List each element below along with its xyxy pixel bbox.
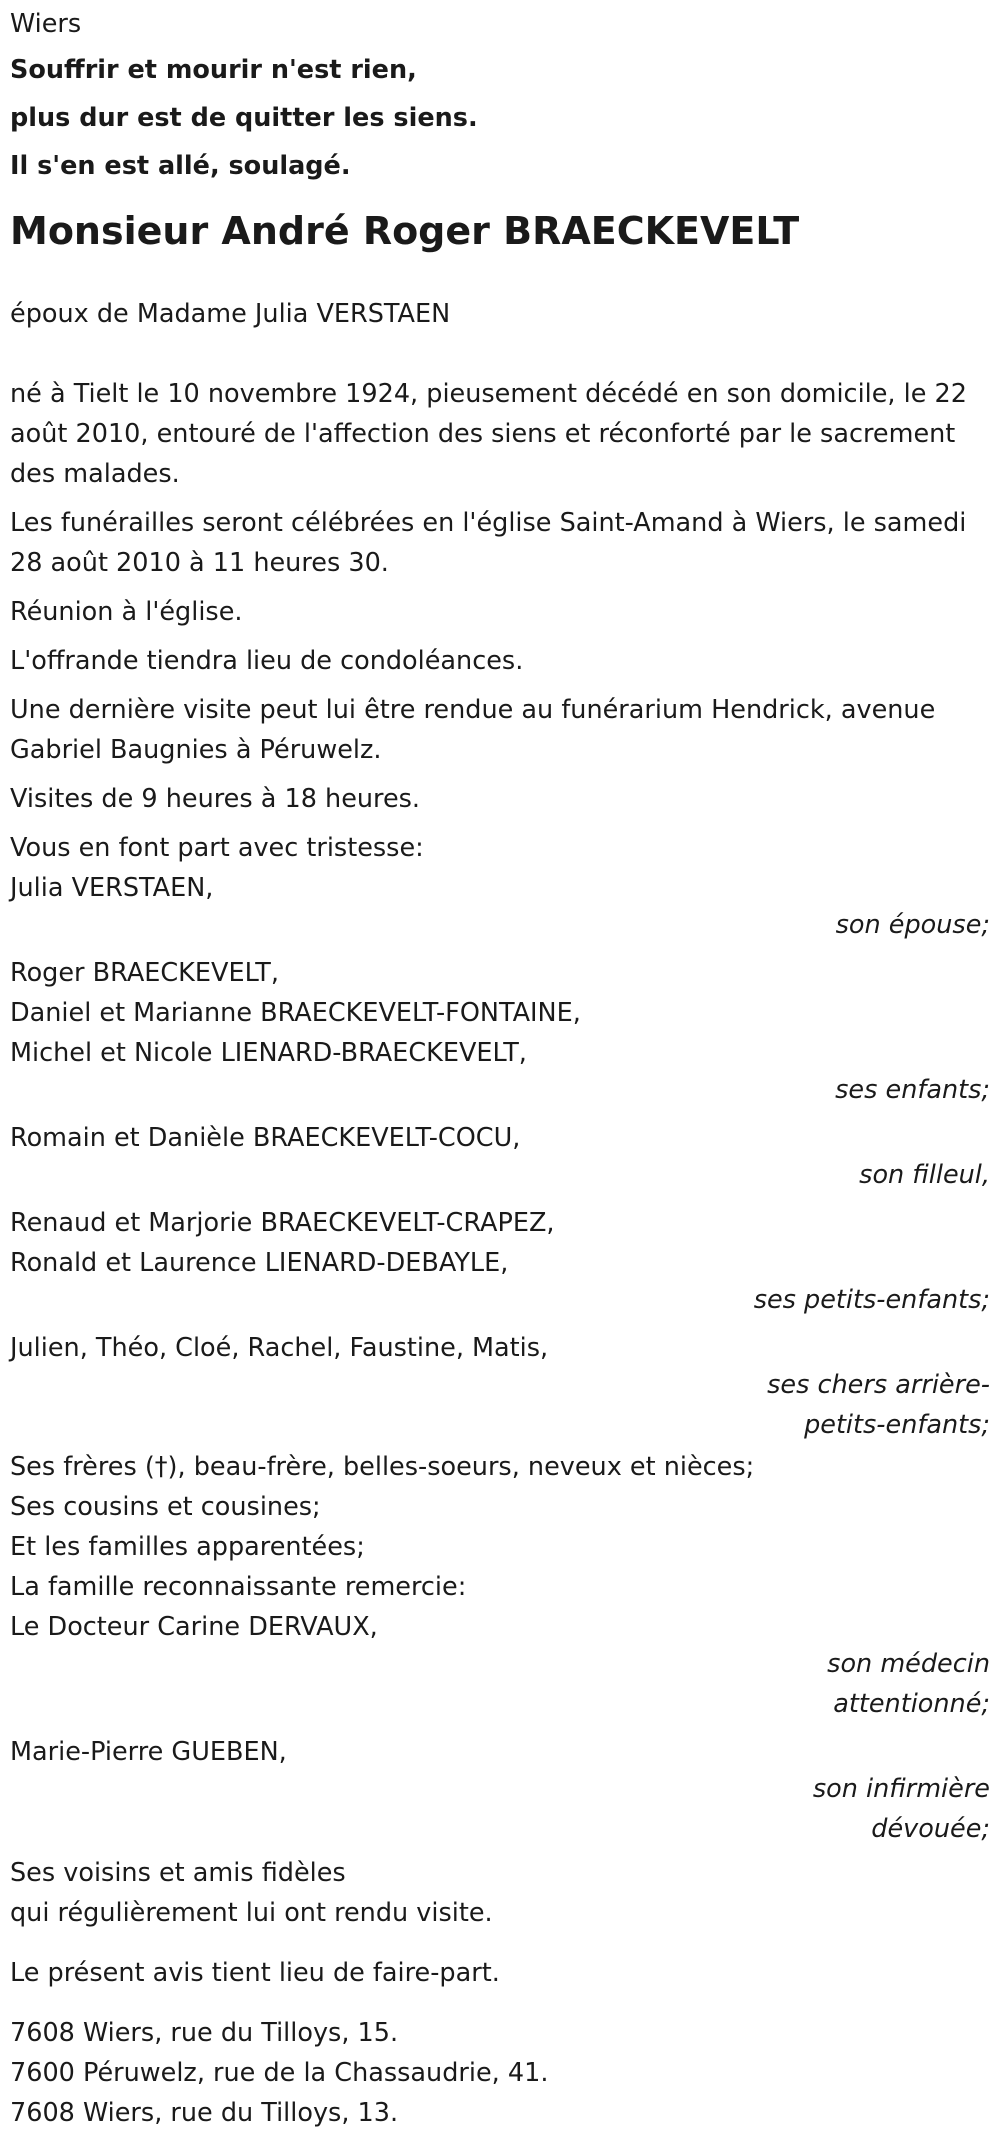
poem-line: plus dur est de quitter les siens.	[10, 103, 478, 133]
family-groups	[10, 868, 990, 1445]
family-group	[10, 868, 990, 945]
family-member-name: Marie-Pierre GUEBEN,	[10, 1737, 287, 1767]
relationship-label-line: son infirmière	[812, 1774, 990, 1804]
family-lines	[10, 1447, 990, 1607]
birth-death-paragraph: né à Tielt le 10 novembre 1924, pieusement décédé en son domicile, le 22 août 2010, entouré de l'affection des siens et réconforté par le sacrement des malades.	[10, 379, 967, 489]
announce-paragraph: Vous en font part avec tristesse:	[10, 833, 424, 863]
relationship-label-line: dévouée;	[871, 1814, 990, 1844]
relationship-label-line: son médecin	[827, 1649, 990, 1679]
family-member-name: Ronald et Laurence LIENARD-DEBAYLE,	[10, 1248, 509, 1278]
relationship-label-line: ses petits-enfants;	[753, 1285, 990, 1315]
family-member-name: Le Docteur Carine DERVAUX,	[10, 1612, 378, 1642]
relationship-label-line: ses enfants;	[835, 1075, 990, 1105]
deceased-name: Monsieur André Roger BRAECKEVELT	[10, 209, 800, 253]
family-member-name: Julia VERSTAEN,	[10, 873, 214, 903]
family-member-name: Roger BRAECKEVELT,	[10, 958, 279, 988]
family-member-name: Renaud et Marjorie BRAECKEVELT-CRAPEZ,	[10, 1208, 555, 1238]
neighbors	[10, 1853, 990, 1933]
poem-line: Il s'en est allé, soulagé.	[10, 151, 351, 181]
address-line: 7600 Péruwelz, rue de la Chassaudrie, 41.	[10, 2058, 549, 2088]
relationship-label-line: attentionné;	[833, 1689, 990, 1719]
address-line: 7608 Wiers, rue du Tilloys, 13.	[10, 2098, 399, 2128]
neighbors-line: qui régulièrement lui ont rendu visite.	[10, 1898, 493, 1928]
poem	[10, 50, 990, 186]
offering-paragraph: L'offrande tiendra lieu de condoléances.	[10, 646, 524, 676]
family-group	[10, 953, 990, 1110]
notice-paragraph: Le présent avis tient lieu de faire-part.	[10, 1958, 500, 1988]
relationship-label	[10, 1644, 990, 1724]
family-line: Ses frères (†), beau-frère, belles-soeurs, neveux et nièces;	[10, 1452, 755, 1482]
family-group	[10, 1328, 990, 1445]
relationship-label	[10, 1280, 990, 1320]
family-line: Et les familles apparentées;	[10, 1532, 365, 1562]
family-member-name: Daniel et Marianne BRAECKEVELT-FONTAINE,	[10, 998, 581, 1028]
poem-line: Souffrir et mourir n'est rien,	[10, 55, 417, 85]
funeral-paragraph: Les funérailles seront célébrées en l'église Saint-Amand à Wiers, le samedi 28 août 2010 à 11 heures 30.	[10, 508, 967, 578]
reunion-paragraph: Réunion à l'église.	[10, 597, 243, 627]
last-visit-paragraph: Une dernière visite peut lui être rendue au funérarium Hendrick, avenue Gabriel Baugnies à Péruwelz.	[10, 695, 936, 765]
relationship-label-line: ses chers arrière-	[767, 1370, 990, 1400]
relationship-label	[10, 1070, 990, 1110]
relationship-label-line: son épouse;	[835, 910, 990, 940]
relationship-label	[10, 1769, 990, 1849]
family-group	[10, 1203, 990, 1320]
relationship-label	[10, 1155, 990, 1195]
thanks-groups	[10, 1607, 990, 1849]
family-group	[10, 1732, 990, 1849]
neighbors-line: Ses voisins et amis fidèles	[10, 1858, 346, 1888]
place-name: Wiers	[10, 9, 82, 39]
family-line: Ses cousins et cousines;	[10, 1492, 321, 1522]
family-member-name: Julien, Théo, Cloé, Rachel, Faustine, Matis,	[10, 1333, 549, 1363]
visits-paragraph: Visites de 9 heures à 18 heures.	[10, 784, 421, 814]
family-member-name: Romain et Danièle BRAECKEVELT-COCU,	[10, 1123, 521, 1153]
relationship-label	[10, 905, 990, 945]
family-group	[10, 1607, 990, 1724]
family-member-name: Michel et Nicole LIENARD-BRAECKEVELT,	[10, 1038, 527, 1068]
relationship-label	[10, 1365, 990, 1445]
addresses	[10, 2013, 990, 2133]
relationship-label-line: son filleul,	[859, 1160, 990, 1190]
relationship-label-line: petits-enfants;	[804, 1410, 990, 1440]
family-line: La famille reconnaissante remercie:	[10, 1572, 467, 1602]
family-group	[10, 1118, 990, 1195]
address-line: 7608 Wiers, rue du Tilloys, 15.	[10, 2018, 399, 2048]
spouse-line: époux de Madame Julia VERSTAEN	[10, 299, 451, 329]
